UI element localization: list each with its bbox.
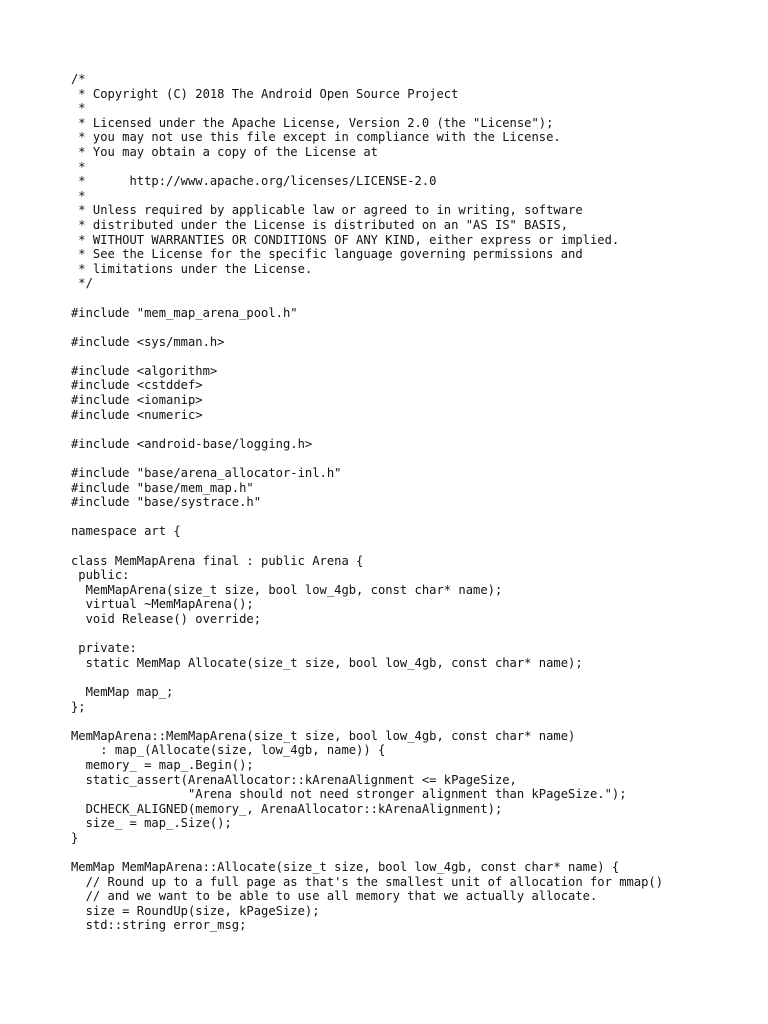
code-line: * Licensed under the Apache License, Version 2.0 (the "License"); xyxy=(71,115,554,130)
code-line: // and we want to be able to use all memory that we actually allocate. xyxy=(71,889,598,904)
code-line xyxy=(71,291,761,306)
code-line: * http://www.apache.org/licenses/LICENSE-2.0 xyxy=(71,174,437,189)
code-line: public: xyxy=(71,568,130,583)
code-line xyxy=(71,422,761,437)
code-line: */ xyxy=(71,276,93,291)
code-line: : map_(Allocate(size, low_4gb, name)) { xyxy=(71,743,386,758)
code-line xyxy=(71,670,761,685)
code-line: #include <sys/mman.h> xyxy=(71,334,225,349)
code-line: * limitations under the License. xyxy=(71,261,313,276)
code-line: static MemMap Allocate(size_t size, bool low_4gb, const char* name); xyxy=(71,655,583,670)
code-line: * You may obtain a copy of the License at xyxy=(71,144,378,159)
source-code-block xyxy=(71,72,761,933)
code-line xyxy=(71,845,761,860)
code-line: #include <android-base/logging.h> xyxy=(71,436,313,451)
code-line: namespace art { xyxy=(71,524,181,539)
code-line: * xyxy=(71,159,86,174)
code-line: class MemMapArena final : public Arena { xyxy=(71,553,364,568)
code-line: * xyxy=(71,101,86,116)
code-line: * See the License for the specific language governing permissions and xyxy=(71,247,583,262)
code-line: #include <cstddef> xyxy=(71,378,203,393)
code-line xyxy=(71,320,761,335)
code-line: * xyxy=(71,188,86,203)
code-line: }; xyxy=(71,699,86,714)
code-line: MemMap MemMapArena::Allocate(size_t size, bool low_4gb, const char* name) { xyxy=(71,860,620,875)
code-line: MemMapArena(size_t size, bool low_4gb, const char* name); xyxy=(71,582,503,597)
code-line: * distributed under the License is distributed on an "AS IS" BASIS, xyxy=(71,217,569,232)
code-line: std::string error_msg; xyxy=(71,918,247,933)
code-line: static_assert(ArenaAllocator::kArenaAlignment <= kPageSize, xyxy=(71,772,517,787)
code-line: #include "base/mem_map.h" xyxy=(71,480,254,495)
code-line xyxy=(71,349,761,364)
code-line: #include "base/systrace.h" xyxy=(71,495,262,510)
code-line: #include <numeric> xyxy=(71,407,203,422)
code-line: size = RoundUp(size, kPageSize); xyxy=(71,903,320,918)
code-line: /* xyxy=(71,72,86,86)
code-line: "Arena should not need stronger alignment than kPageSize."); xyxy=(71,787,627,802)
code-line: MemMapArena::MemMapArena(size_t size, bool low_4gb, const char* name) xyxy=(71,728,576,743)
code-line: #include "base/arena_allocator-inl.h" xyxy=(71,466,342,481)
code-line: virtual ~MemMapArena(); xyxy=(71,597,254,612)
code-line: // Round up to a full page as that's the smallest unit of allocation for mmap() xyxy=(71,874,664,889)
code-line: } xyxy=(71,830,79,845)
code-line xyxy=(71,539,761,554)
code-line: #include "mem_map_arena_pool.h" xyxy=(71,305,298,320)
code-line xyxy=(71,510,761,525)
code-line: #include <algorithm> xyxy=(71,363,218,378)
code-line: * Copyright (C) 2018 The Android Open Source Project xyxy=(71,86,459,101)
code-line: DCHECK_ALIGNED(memory_, ArenaAllocator::kArenaAlignment); xyxy=(71,801,503,816)
code-line: MemMap map_; xyxy=(71,684,174,699)
code-line: #include <iomanip> xyxy=(71,393,203,408)
code-line xyxy=(71,627,761,642)
code-line: * you may not use this file except in compliance with the License. xyxy=(71,130,561,145)
code-line: * WITHOUT WARRANTIES OR CONDITIONS OF ANY KIND, either express or implied. xyxy=(71,232,620,247)
code-line: void Release() override; xyxy=(71,611,262,626)
code-line: memory_ = map_.Begin(); xyxy=(71,757,254,772)
code-line: private: xyxy=(71,641,137,656)
code-line xyxy=(71,714,761,729)
code-line: * Unless required by applicable law or agreed to in writing, software xyxy=(71,203,583,218)
code-line: size_ = map_.Size(); xyxy=(71,816,232,831)
code-line xyxy=(71,451,761,466)
